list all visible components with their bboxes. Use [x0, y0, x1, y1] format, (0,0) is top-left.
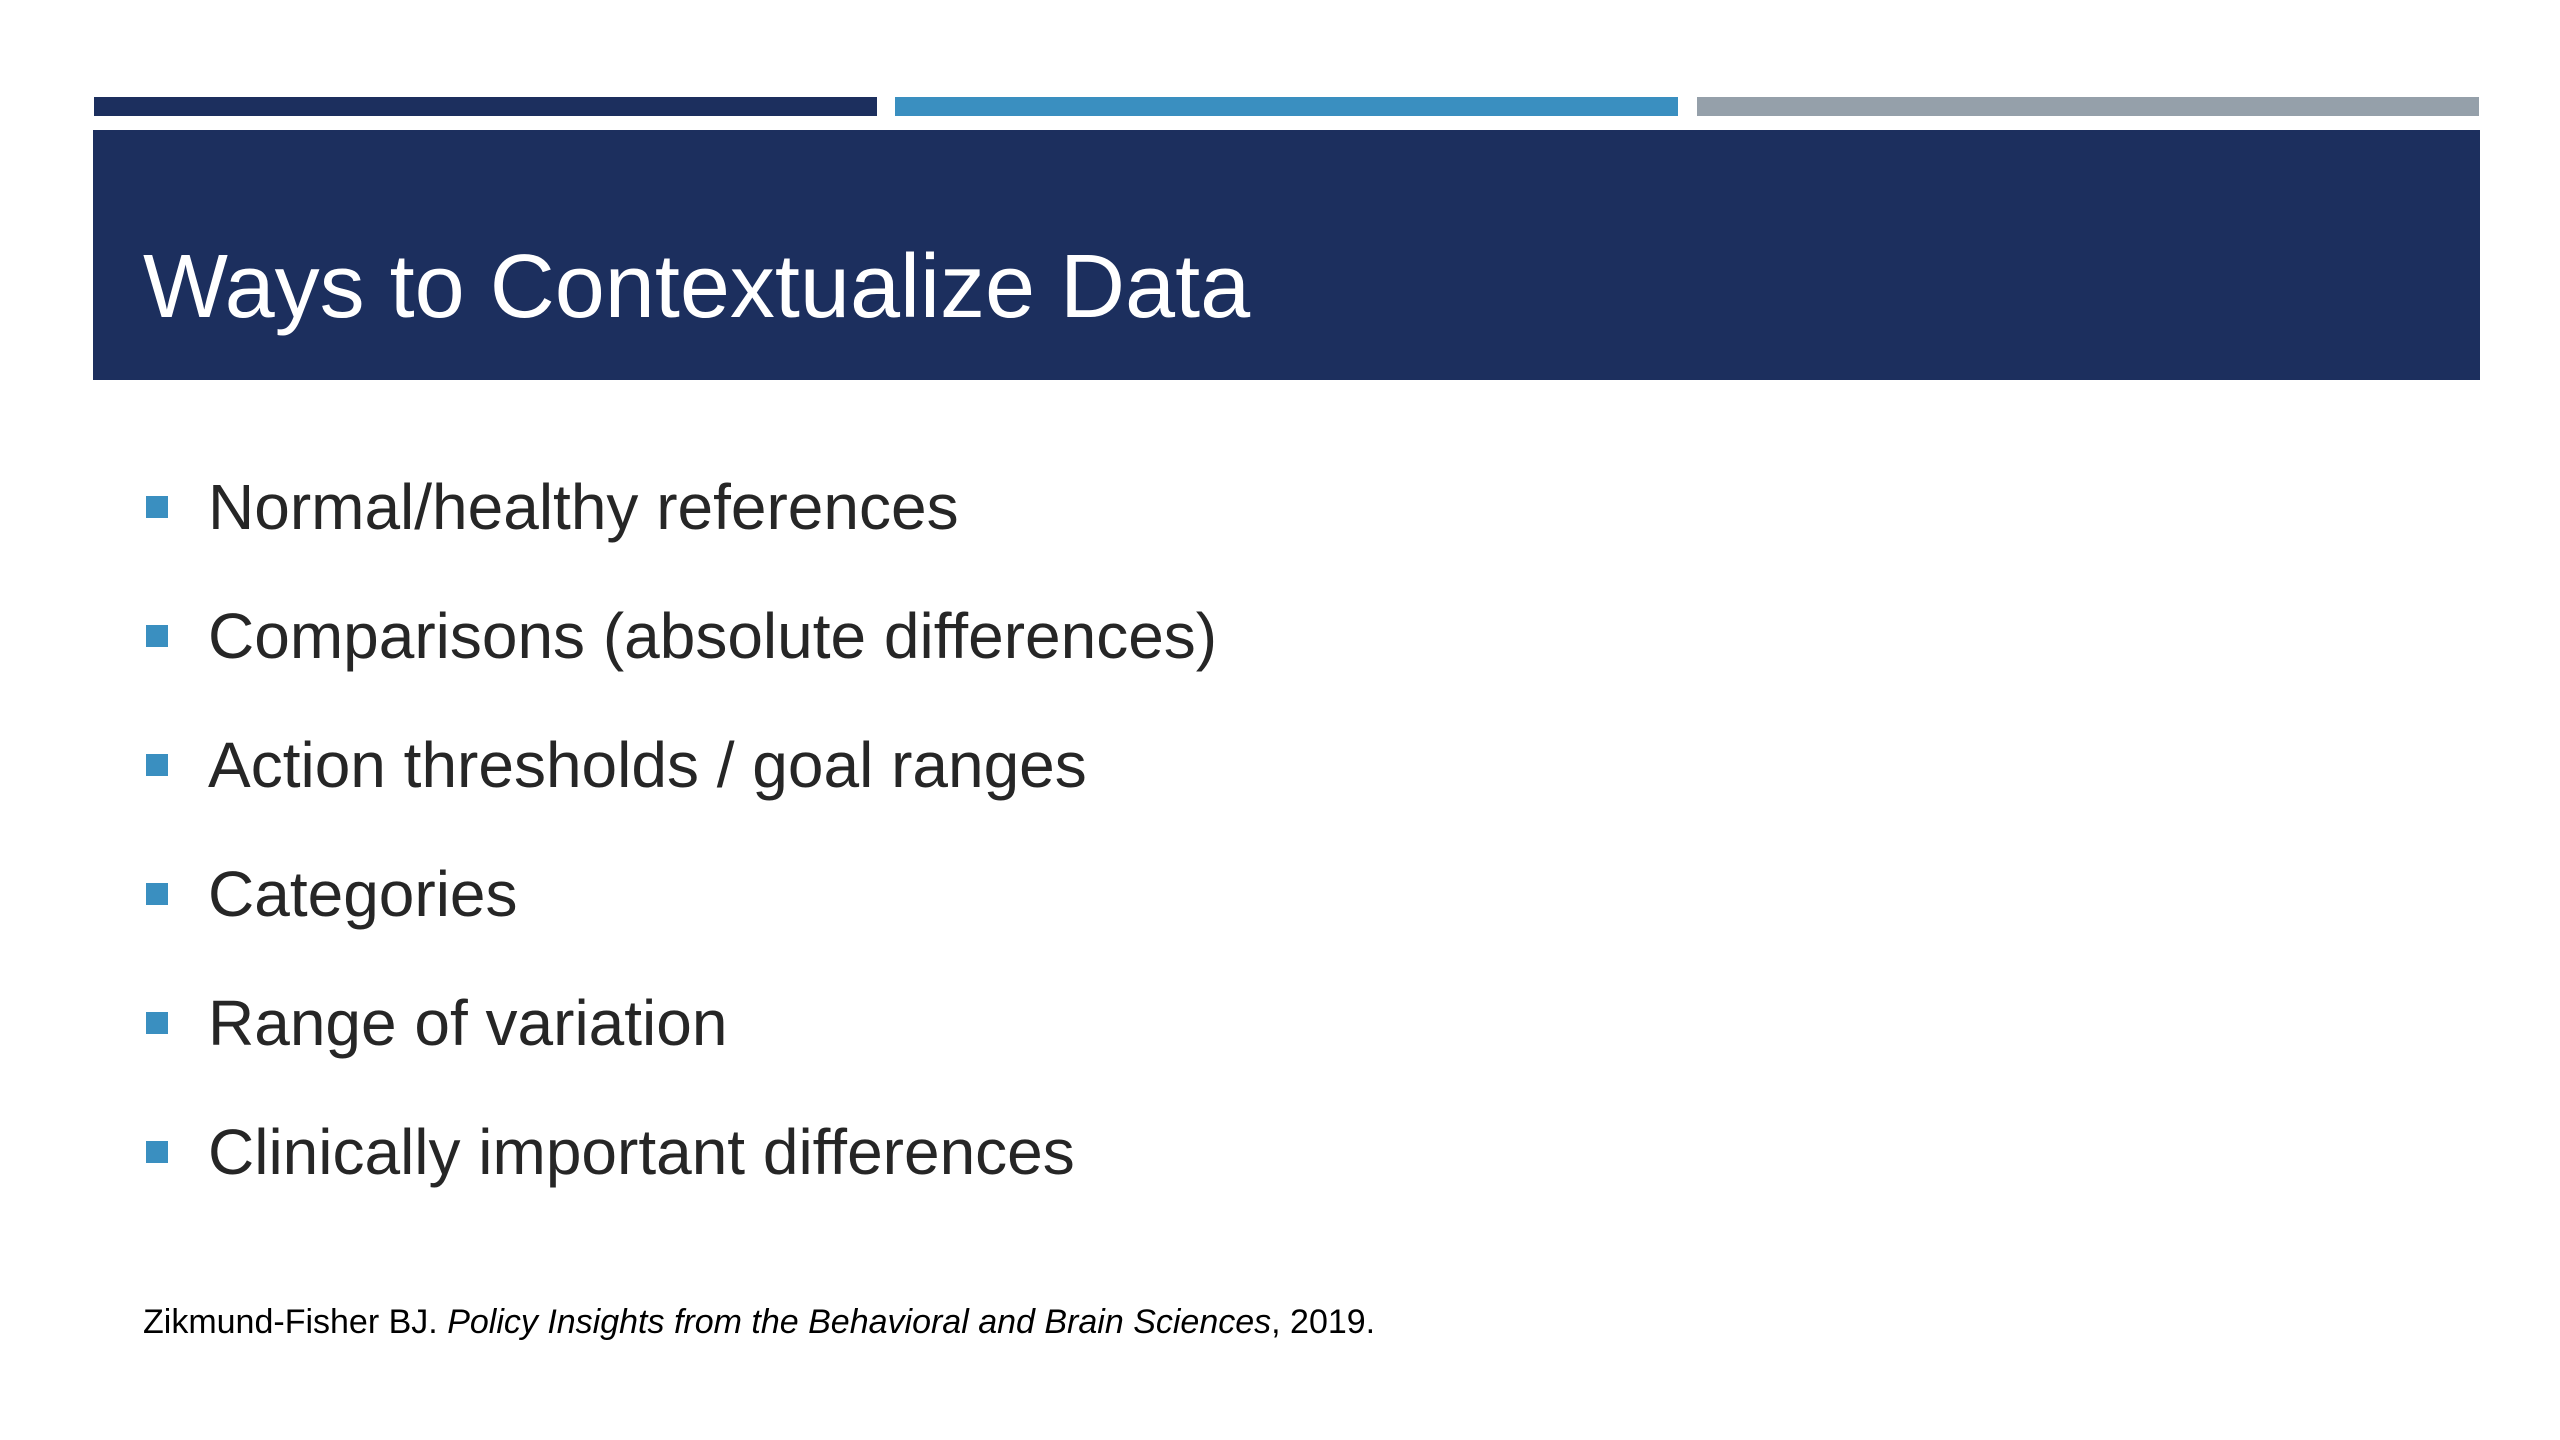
bullet-text: Clinically important differences — [208, 1116, 1075, 1188]
square-bullet-icon — [146, 1141, 168, 1163]
bullet-text: Normal/healthy references — [208, 471, 959, 543]
title-band — [93, 130, 2480, 380]
bullet-item — [146, 723, 1217, 852]
citation — [143, 1300, 1375, 1344]
citation-year: , 2019. — [1271, 1303, 1376, 1341]
slide-title: Ways to Contextualize Data — [143, 237, 1251, 337]
bullet-text: Action thresholds / goal ranges — [208, 729, 1087, 801]
accent-bar-navy — [94, 97, 877, 116]
citation-authors: Zikmund-Fisher BJ. — [143, 1303, 438, 1341]
bullet-item — [146, 852, 1217, 981]
square-bullet-icon — [146, 754, 168, 776]
bullet-item — [146, 1110, 1217, 1239]
bullet-item — [146, 465, 1217, 594]
bullet-text: Range of variation — [208, 987, 728, 1059]
square-bullet-icon — [146, 625, 168, 647]
square-bullet-icon — [146, 883, 168, 905]
bullet-item — [146, 981, 1217, 1110]
bullet-list — [146, 465, 1217, 1239]
bullet-text: Categories — [208, 858, 518, 930]
bullet-text: Comparisons (absolute differences) — [208, 600, 1218, 672]
accent-bar-blue — [895, 97, 1678, 116]
accent-bar-gray — [1697, 97, 2479, 116]
square-bullet-icon — [146, 1012, 168, 1034]
bullet-item — [146, 594, 1217, 723]
citation-journal: Policy Insights from the Behavioral and Brain Sciences — [447, 1303, 1272, 1341]
square-bullet-icon — [146, 496, 168, 518]
